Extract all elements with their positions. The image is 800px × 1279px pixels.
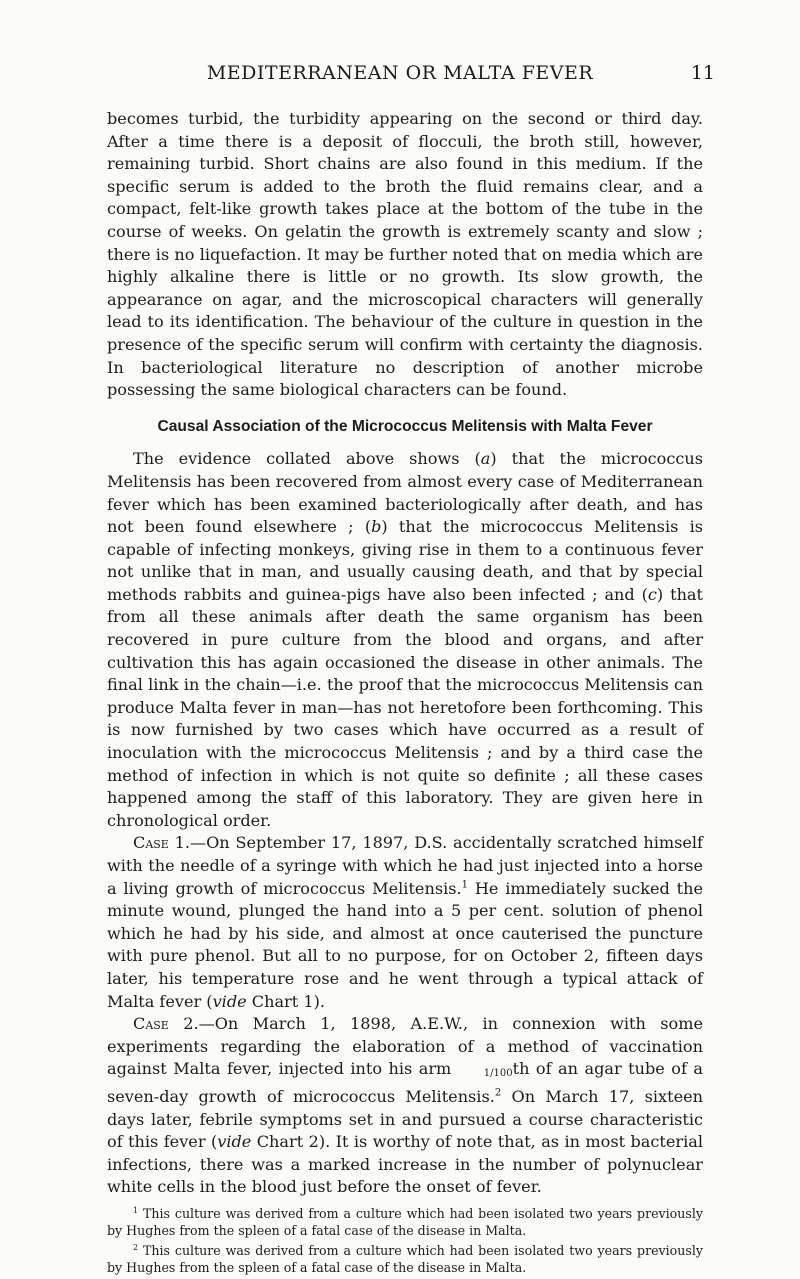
running-title: MEDITERRANEAN OR MALTA FEVER <box>206 62 594 84</box>
fraction: 1/100 <box>483 1068 513 1080</box>
footnotes <box>107 1205 703 1276</box>
footnote-ref-2[interactable]: 2 <box>494 1087 502 1099</box>
body-text <box>107 108 703 1279</box>
paragraph-evidence: The evidence collated above shows (a) that the micrococcus Melitensis has been recovered from almost every case of Mediterranean fever which has been examined bacteriologically after death, and has not been found elsewhere ; (b) that the micrococcus Melitensis is capable of infecting monkeys, giving rise in them to a continuous fever not unlike that in man, and usually causing death, and that by special methods rabbits and guinea-pigs have also been infected ; and (c) that from all these animals after death the same organism has been recovered in pure culture from the blood and organs, and after cultivation this has again occasioned the disease in other animals. The final link in the chain—i.e. the proof that the micrococcus Melitensis can produce Malta fever in man—has not heretofore been forthcoming. This is now furnished by two cases which have occurred as a result of inoculation with the micrococcus Melitensis ; and by a third case the method of infection in which is not quite so definite ; all these cases happened among the staff of this laboratory. They are given here in chronological order. <box>107 449 703 830</box>
footnote-1: $^1$ This culture was derived from a culture which had been isolated two years previously by Hughes from the spleen of a fatal case of the disease in Malta. <box>107 1205 703 1238</box>
footnote-ref-1[interactable]: 1 <box>461 879 468 891</box>
page-number: 11 <box>690 62 715 84</box>
paragraph-case-2: Case 2.—On March 1, 1898, A.E.W., in connexion with some experiments regarding the elaboration of a method of vaccination against Malta fever, injected into his arm 1/100th of an agar tube of a seven-day growth of micrococcus Melitensis.$^2$ On March 17, sixteen days later, febrile symptoms set in and pursued a course characteristic of this fever (vide Chart 2). It is worthy of note that, as in most bacterial infections, there was a marked increase in the number of polynuclear white cells in the blood just before the onset of fever. <box>107 1014 704 1197</box>
paragraph-case-1: Case 1.—On September 17, 1897, D.S. accidentally scratched himself with the needle of a syringe with which he had just injected into a horse a living growth of micrococcus Melitensis.$^1$ He immediately sucked the minute wound, plunged the hand into a 5 per cent. solution of phenol which he had by his side, and almost at once cauterised the puncture with pure phenol. But all to no purpose, for on October 2, fifteen days later, his temperature rose and he went through a typical attack of Malta fever (vide Chart 1). <box>107 833 703 1011</box>
footnote-2: $^2$ This culture was derived from a culture which had been isolated two years previously by Hughes from the spleen of a fatal case of the disease in Malta. <box>107 1242 703 1275</box>
paragraph-continuation: becomes turbid, the turbidity appearing on the second or third day. After a time there is a deposit of flocculi, the broth still, however, remaining turbid. Short chains are also found in this medium. If the specific serum is added to the broth the fluid remains clear, and a compact, felt-like growth takes place at the bottom of the tube in the course of weeks. On gelatin the growth is extremely scanty and slow ; there is no liquefaction. It may be further noted that on media which are highly alkaline there is little or no growth. Its slow growth, the appearance on agar, and the microscopical characters will generally lead to its identification. The behaviour of the culture in question in the presence of the specific serum will confirm with certainty the diagnosis. In bacteriological literature no description of another microbe possessing the same biological characters can be found. <box>107 109 703 400</box>
case-2-label: Case 2. <box>133 1014 199 1034</box>
case-1-label: Case 1. <box>133 833 190 853</box>
section-heading: Causal Association of the Micrococcus Melitensis with Malta Fever <box>157 417 653 435</box>
